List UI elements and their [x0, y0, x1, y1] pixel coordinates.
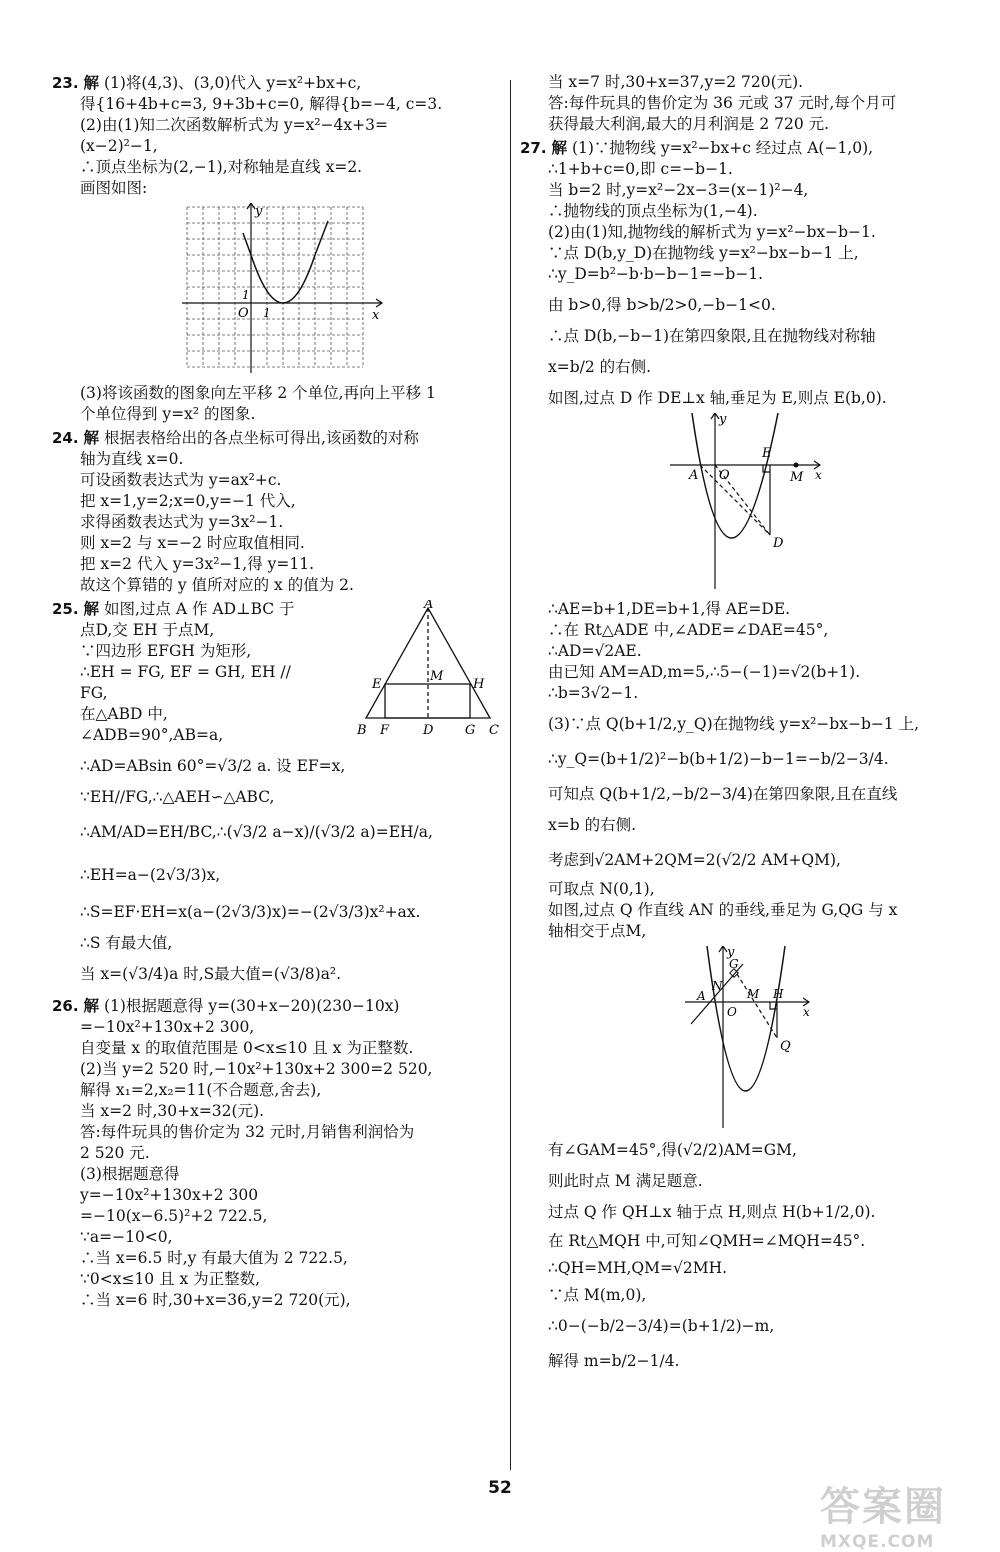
question-23: 23. 解 (1)将(4,3)、(3,0)代入 y=x²+bx+c, 得{16+4b+c=3, 9+3b+c=0, 解得{b=−4, c=3. (2)由(1)知二次函数解析式为 y=x²−4x+3= (x−2)²−1, ∴顶点坐标为(2,−1),对称轴是直线 x=2. 画图如图: y O 1 1 x (3)将该函数的图象向左平移 2 个单位,再向上平移 1 个单位得到 y=x² 的图象.	[52, 72, 502, 425]
parabola-grid-figure	[52, 203, 502, 379]
question-25: 25. 解 如图,过点 A 作 AD⊥BC 于 点D,交 EH 于点M, ∵四边形 EFGH 为矩形, ∴EH = FG, EF = GH, EH // FG, 在△ABD 中, ∠ADB=90°,AB=a, ∴AD=ABsin 60°=√3/2 a. 设 EF=x, ∵EH//FG,∴△AEH∽△ABC, ∴AM/AD=EH/BC,∴(√3/2 a−x)/(√3/2 a)=EH/a, ∴EH=a−(2√3/3)x, ∴S=EF·EH=x(a−(2√3/3)x)=−(2√3/3)x²+ax. ∴S 有最大值, 当 x=(√3/4)a 时,S最大值=(√3/8)a². A E M H B F D G C	[52, 598, 502, 985]
fig27a-O: O	[719, 468, 730, 483]
fig23-origin-label: O	[238, 306, 249, 321]
page-number: 52	[488, 1478, 512, 1498]
question-26: 26. 解 (1)根据题意得 y=(30+x−20)(230−10x) =−10x²+130x+2 300, 自变量 x 的取值范围是 0<x≤10 且 x 为正整数. (2)当 y=2 520 时,−10x²+130x+2 300=2 520, 解得 x₁=2,x₂=11(不合题意,舍去), 当 x=2 时,30+x=32(元). 答:每件玩具的售价定为 32 元时,月销售利润恰为 2 520 元. (3)根据题意得 y=−10x²+130x+2 300 =−10(x−6.5)²+2 722.5, ∵a=−10<0, ∴当 x=6.5 时,y 有最大值为 2 722.5, ∵0<x≤10 且 x 为正整数, ∴当 x=6 时,30+x=36,y=2 720(元),	[52, 996, 433, 1309]
fig25-M: M	[430, 669, 444, 684]
parabola-figure-1	[520, 413, 970, 595]
fig25-D: D	[423, 723, 434, 738]
fig27a-E: E	[762, 446, 772, 461]
fig25-E: E	[372, 677, 382, 692]
fig23-y-label: y	[255, 204, 263, 219]
fig25-A: A	[424, 600, 434, 612]
question-27: 27. 解 (1)∵抛物线 y=x²−bx+c 经过点 A(−1,0), ∴1+b+c=0,即 c=−b−1. 当 b=2 时,y=x²−2x−3=(x−1)²−4, ∴抛物线的顶点坐标为(1,−4). (2)由(1)知,抛物线的解析式为 y=x²−bx−b−1. ∵点 D(b,y_D)在抛物线 y=x²−bx−b−1 上, ∴y_D=b²−b·b−b−1=−b−1. 由 b>0,得 b>b/2>0,−b−1<0. ∴点 D(b,−b−1)在第四象限,且在抛物线对称轴 x=b/2 的右侧. 如图,过点 D 作 DE⊥x 轴,垂足为 E,则点 E(b,0). y A O E M x D ∴AE=b+1,DE=b+1,得 AE=DE. ∴在 Rt△ADE 中,∠ADE=∠DAE=45°, ∴AD=√2AE. 由已知 AM=AD,m=5,∴5−(−1)=√2(b+1). ∴b=3√2−1. (3)∵点 Q(b+1/2,y_Q)在抛物线 y=x²−bx−b−1 上, ∴y_Q=(b+1/2)²−b(b+1/2)−b−1=−b/2−3/4. 可知点 Q(b+1/2,−b/2−3/4)在第四象限,且在直线 x=b 的右侧. 考虑到√2AM+2QM=2(√2/2 AM+QM), 可取点 N(0,1), 如图,过点 Q 作直线 AN 的垂线,垂足为 G,QG 与 x 轴相交于点M, y N G A O M H x Q 有∠GAM=45°,得(√2/2)AM=GM, 则此时点 M 满足题意. 过点 Q 作 QH⊥x 轴于点 H,则点 H(b+1/2,0). 在 Rt△MQH 中,可知∠QMH=∠MQH=45°. ∴QH=MH,QM=√2MH. ∵点 M(m,0), ∴0−(−b/2−3/4)=(b+1/2)−m, 解得 m=b/2−1/4.	[520, 137, 970, 1372]
fig27b-A: A	[697, 989, 706, 1003]
left-column	[52, 72, 502, 1311]
fig27a-M: M	[790, 470, 804, 485]
fig23-one-y-label: 1	[242, 288, 250, 302]
parabola-figure-2	[520, 946, 970, 1134]
fig27a-A: A	[689, 468, 699, 483]
fig27b-H: H	[773, 987, 784, 1001]
fig27b-x: x	[803, 1005, 810, 1019]
fig27b-O: O	[727, 1005, 737, 1019]
column-divider	[510, 80, 511, 1470]
fig25-C: C	[489, 723, 499, 738]
fig27a-x: x	[815, 468, 822, 482]
fig27b-M: M	[747, 987, 760, 1001]
fig27b-y: y	[727, 946, 735, 960]
fig23-one-x-label: 1	[263, 306, 271, 320]
fig25-F: F	[380, 723, 390, 738]
fig23-x-label: x	[372, 308, 380, 323]
question-26-continued: 当 x=7 时,30+x=37,y=2 720(元). 答:每件玩具的售价定为 36 元或 37 元时,每个月可 获得最大利润,最大的月利润是 2 720 元.	[548, 73, 897, 133]
fig27b-G: G	[729, 957, 739, 971]
fig25-H: H	[473, 677, 485, 692]
triangle-rectangle-figure	[352, 600, 502, 746]
fig27a-y: y	[719, 413, 727, 427]
right-column	[520, 72, 970, 1372]
fig27a-D: D	[773, 536, 784, 551]
fig27b-N: N	[712, 979, 723, 993]
watermark-logo: 答案圈 MXQE.COM	[820, 1484, 946, 1552]
fig27a-point-M	[794, 463, 799, 468]
question-24: 24. 解 根据表格给出的各点坐标可得出,该函数的对称 轴为直线 x=0. 可设函数表达式为 y=ax²+c. 把 x=1,y=2;x=0,y=−1 代入, 求得函数表达式为 y=3x²−1. 则 x=2 与 x=−2 时应取值相同. 把 x=2 代入 y=3x²−1,得 y=11. 故这个算错的 y 值所对应的 x 的值为 2.	[52, 428, 419, 594]
fig25-G: G	[465, 723, 476, 738]
fig27b-Q: Q	[780, 1039, 791, 1054]
fig25-B: B	[357, 723, 367, 738]
